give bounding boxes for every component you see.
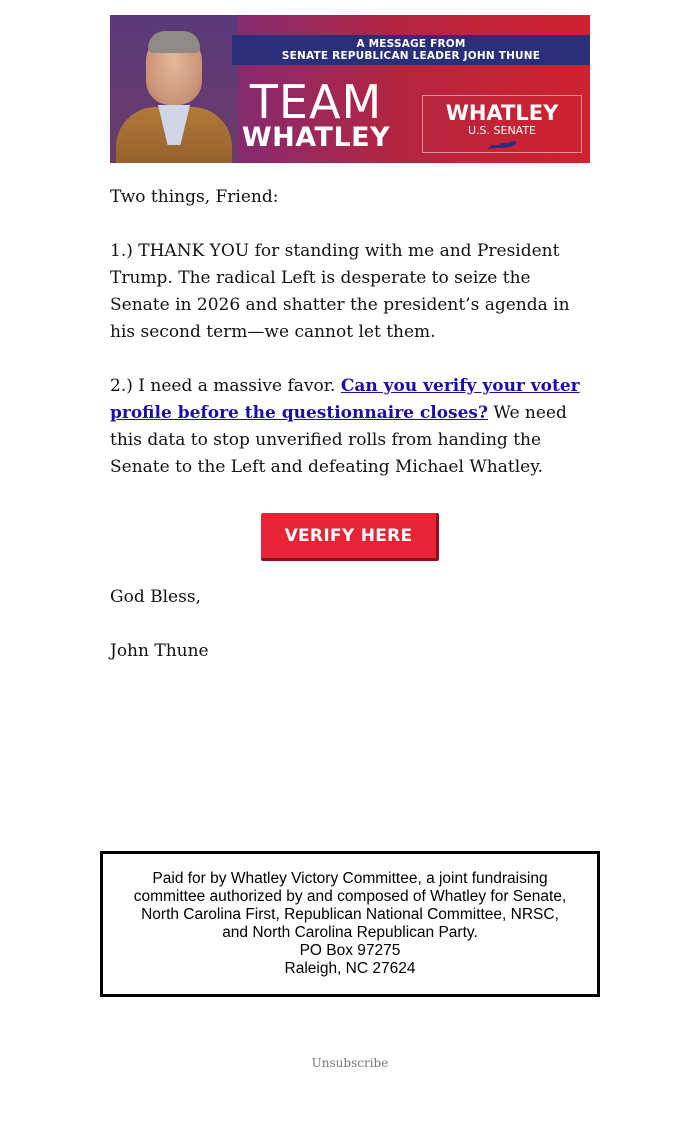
email-content: [110, 15, 590, 665]
north-carolina-state-icon: [486, 140, 518, 150]
signature: John Thune: [110, 641, 209, 661]
disclaimer-line: North Carolina First, Republican National Committee, NRSC,: [141, 906, 559, 923]
signoff: God Bless,: [110, 587, 201, 607]
unsubscribe-link[interactable]: Unsubscribe: [311, 1056, 389, 1070]
verify-here-button[interactable]: VERIFY HERE: [261, 513, 439, 561]
john-thune-portrait: [110, 15, 238, 163]
banner-top-line1: A MESSAGE FROM: [356, 38, 466, 50]
paragraph-favor: [110, 373, 590, 481]
unsubscribe-row: [0, 1056, 700, 1070]
logo-sub: U.S. SENATE: [467, 124, 537, 137]
header-banner[interactable]: [110, 15, 590, 163]
paid-for-disclaimer: [100, 851, 600, 997]
banner-message-bar: [232, 35, 590, 65]
disclaimer-po-box: PO Box 97275: [299, 942, 401, 959]
team-name: WHATLEY: [241, 122, 391, 153]
disclaimer-line: committee authorized by and composed of Whatley for Senate,: [133, 888, 567, 905]
verify-voter-profile-link[interactable]: Can you verify your voter profile before the questionnaire closes?: [110, 376, 580, 423]
logo-name: WHATLEY: [445, 101, 559, 125]
portrait-hair: [148, 31, 200, 53]
team-whatley-wordmark: [230, 75, 402, 153]
banner-top-line2: SENATE REPUBLICAN LEADER JOHN THUNE: [281, 50, 541, 62]
paragraph-thank-you: 1.) THANK YOU for standing with me and President Trump. The radical Left is desperate to seize the Senate in 2026 and shatter the president’s agenda in his second term—we cannot let them.: [110, 241, 570, 342]
whatley-senate-logo: [422, 95, 582, 153]
paragraph-favor-suffix: We need this data to stop unverified rolls from handing the Senate to the Left and defeating Michael Whatley.: [110, 403, 567, 477]
greeting: Two things, Friend:: [110, 187, 279, 207]
disclaimer-line: Paid for by Whatley Victory Committee, a joint fundraising: [152, 870, 548, 887]
cta-wrapper: [110, 513, 590, 563]
disclaimer-line: and North Carolina Republican Party.: [222, 924, 478, 941]
team-word: TEAM: [249, 75, 383, 129]
disclaimer-city: Raleigh, NC 27624: [284, 960, 416, 977]
paragraph-favor-prefix: 2.) I need a massive favor.: [110, 376, 341, 396]
